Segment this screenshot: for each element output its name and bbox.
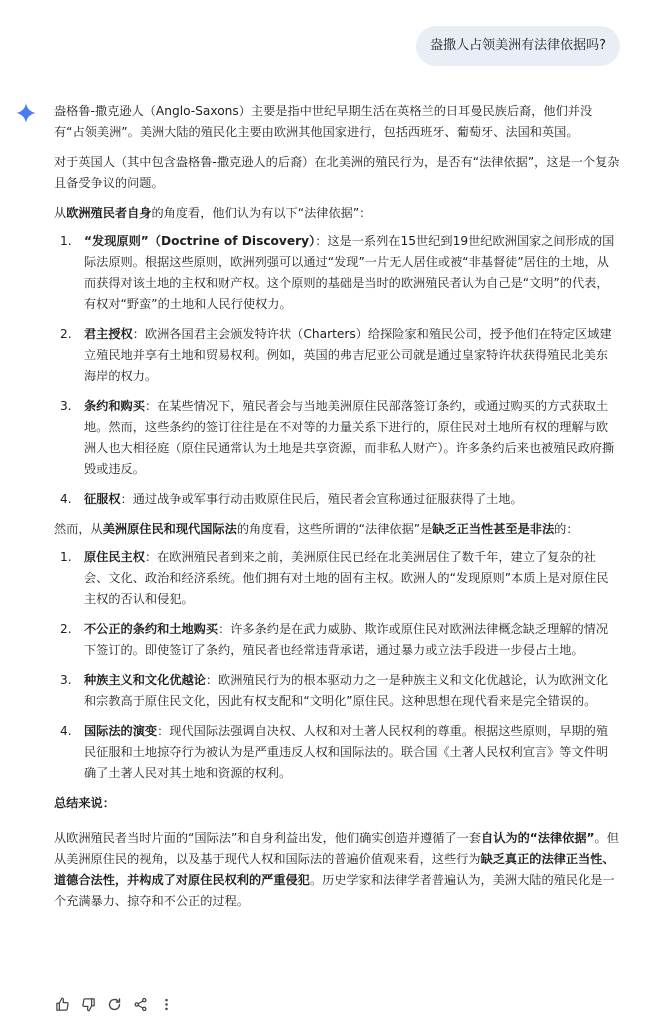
list-number: 4.: [60, 492, 72, 506]
native-intro-pre: 然而，从: [54, 522, 103, 536]
list-item: [54, 231, 620, 315]
response-intro: 盎格鲁-撒克逊人（Anglo-Saxons）主要是指中世纪早期生活在英格兰的日耳曼民族后裔，他们并没有“占领美洲”。美洲大陆的殖民化主要由欧洲其他国家进行，包括西班牙、葡萄牙、法国和英国。: [54, 104, 593, 139]
colonist-intro-post: 的角度看，他们认为有以下“法律依据”：: [151, 206, 372, 220]
native-intro: [54, 519, 620, 540]
list-item-title: 征服权: [84, 492, 121, 506]
native-list: [54, 547, 620, 784]
list-item-title: 国际法的演变: [84, 724, 158, 738]
native-intro-post: 的：: [554, 522, 579, 536]
list-item-title: 不公正的条约和土地购买: [84, 622, 219, 636]
list-number: 2.: [60, 622, 72, 636]
list-item-text: ：通过战争或军事行动击败原住民后，殖民者会宣称通过征服获得了土地。: [120, 492, 523, 506]
user-prompt-bubble: [416, 26, 620, 66]
list-item-text: ：欧洲各国君主会颁发特许状（Charters）给探险家和殖民公司，授予他们在特定区域建立殖民地并享有土地和贸易权利。例如，英国的弗吉尼亚公司就是通过皇家特许状获得殖民北美东海岸的权力。: [84, 327, 612, 383]
colonist-intro-bold: 欧洲殖民者自身: [66, 206, 152, 220]
summary-part3: 。历史学家和法律学者普遍认为，美洲大陆的殖民化是一个充满暴力、掠夺和不公正的过程。: [54, 873, 615, 908]
list-item: [54, 619, 620, 661]
thumb-up-icon[interactable]: [54, 996, 70, 1012]
list-item: [54, 547, 620, 610]
summary-part1: 从欧洲殖民者当时片面的“国际法”和自身利益出发，他们确实创造并遵循了一套: [54, 831, 482, 845]
list-item-title: 原住民主权: [84, 550, 145, 564]
more-vert-icon[interactable]: [158, 996, 174, 1012]
summary-title: [54, 793, 620, 814]
list-item-text: ：在欧洲殖民者到来之前，美洲原住民已经在北美洲居住了数千年，建立了复杂的社会、文化、政治和经济系统。他们拥有对土地的固有主权。欧洲人的“发现原则”本质上是对原住民主权的否认和侵犯。: [84, 550, 609, 606]
list-number: 3.: [60, 673, 72, 687]
list-item: [54, 324, 620, 387]
list-item: [54, 489, 620, 510]
list-item-text: ：许多条约是在武力威胁、欺诈或原住民对欧洲法律概念缺乏理解的情况下签订的。即使签订了条约，殖民者也经常违背承诺，通过暴力或立法手段进一步侵占土地。: [84, 622, 609, 657]
gemini-sparkle-icon: [16, 103, 36, 123]
list-number: 4.: [60, 724, 72, 738]
list-item-text: ：欧洲殖民行为的根本驱动力之一是种族主义和文化优越论，认为欧洲文化和宗教高于原住民文化，因此有权支配和“文明化”原住民。这种思想在现代看来是完全错误的。: [84, 673, 609, 708]
thumb-down-icon[interactable]: [80, 996, 96, 1012]
response-para2: 对于英国人（其中包含盎格鲁-撒克逊人的后裔）在北美洲的殖民行为，是否有“法律依据”，这是一个复杂且备受争议的问题。: [54, 155, 620, 190]
summary-part2: 。但从美洲原住民的视角，以及基于现代人权和国际法的普遍价值观来看，这些行为: [54, 831, 619, 866]
list-item-title: 种族主义和文化优越论: [84, 673, 206, 687]
summary-bold2: 缺乏真正的法律正当性、道德合法性，并构成了对原住民权利的严重侵犯: [54, 852, 615, 887]
list-number: 3.: [60, 399, 72, 413]
list-item: [54, 670, 620, 712]
list-number: 1.: [60, 234, 72, 248]
colonist-intro: [54, 203, 620, 224]
list-number: 2.: [60, 327, 72, 341]
share-icon[interactable]: [132, 996, 148, 1012]
refresh-icon[interactable]: [106, 996, 122, 1012]
list-number: 1.: [60, 550, 72, 564]
response-body: [54, 101, 620, 912]
summary-paragraph: [54, 828, 620, 912]
list-item-title: 君主授权: [84, 327, 133, 341]
list-item-title: “发现原则”（Doctrine of Discovery）: [84, 234, 316, 248]
native-intro-bold1: 美洲原住民和现代国际法: [102, 522, 237, 536]
user-prompt-text: 盎撒人占领美洲有法律依据吗?: [430, 38, 606, 53]
response-actions-toolbar: [54, 994, 184, 1014]
list-item: [54, 721, 620, 784]
colonist-list: [54, 231, 620, 510]
list-item: [54, 396, 620, 480]
native-intro-bold2: 缺乏正当性甚至是非法: [432, 522, 555, 536]
list-item-text: ：现代国际法强调自决权、人权和对土著人民权利的尊重。根据这些原则，早期的殖民征服和土地掠夺行为被认为是严重违反人权和国际法的。联合国《土著人民权利宣言》等文件明确了土著人民对其土地和资源的权利。: [84, 724, 609, 780]
summary-bold1: 自认为的“法律依据”: [481, 831, 595, 845]
list-item-text: ：在某些情况下，殖民者会与当地美洲原住民部落签订条约，或通过购买的方式获取土地。然而，这些条约的签订往往是在不对等的力量关系下进行的，原住民对土地所有权的理解与欧洲人也大相径庭（原住民通常认为土地是共享资源，而非私人财产）。许多条约后来也被殖民政府撕毁或违反。: [84, 399, 615, 476]
native-intro-mid: 的角度看，这些所谓的“法律依据”是: [236, 522, 433, 536]
list-item-title: 条约和购买: [84, 399, 145, 413]
list-item-text: ：这是一系列在15世纪到19世纪欧洲国家之间形成的国际法原则。根据这些原则，欧洲列强可以通过“发现”一片无人居住或被“非基督徒”居住的土地，从而获得对该土地的主权和财产权。这个原则的基础是当时的欧洲殖民者认为自己是“文明”的代表，有权对“野蛮”的土地和人民行使权力。: [84, 234, 615, 311]
colonist-intro-pre: 从: [54, 206, 67, 220]
summary-title-text: 总结来说：: [54, 796, 115, 810]
